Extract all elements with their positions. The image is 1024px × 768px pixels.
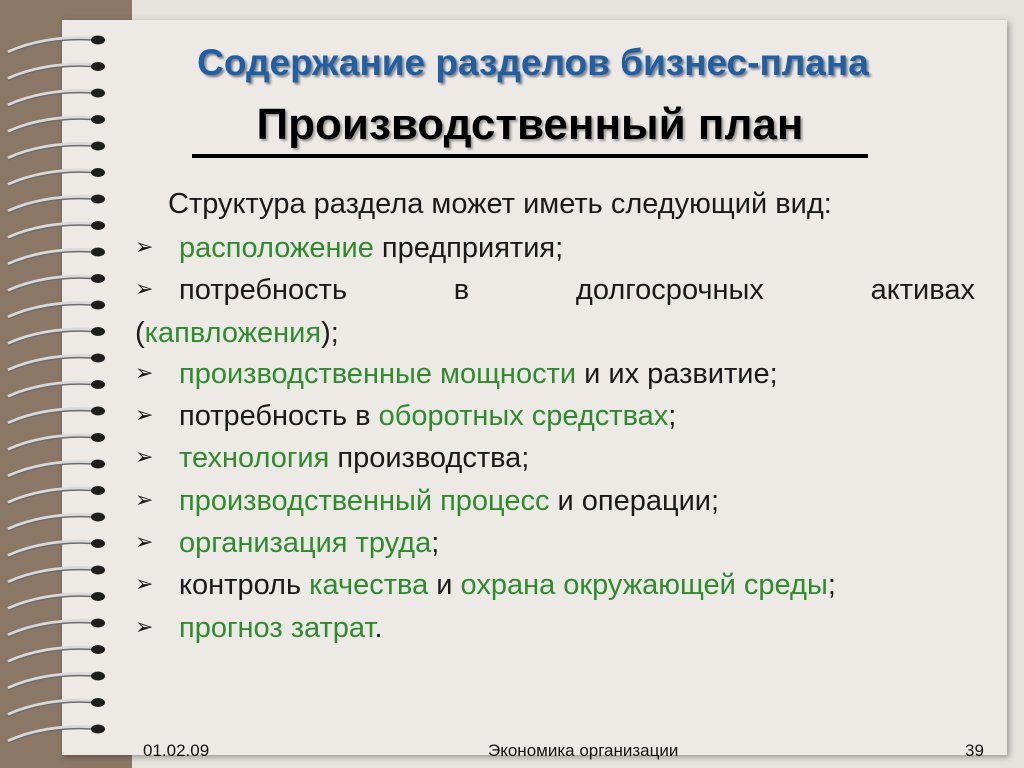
binding-hole bbox=[91, 672, 105, 681]
binding-hole bbox=[91, 407, 105, 416]
list-item: ➢ контроль качества и охрана окружающей среды; bbox=[135, 565, 975, 607]
binding-hole bbox=[91, 36, 105, 45]
arrow-bullet-icon: ➢ bbox=[135, 571, 154, 597]
binding-hole bbox=[91, 142, 105, 151]
binding-hole bbox=[91, 645, 105, 654]
list-item: ➢ производственный процесс и операции; bbox=[135, 481, 975, 523]
list-item: ➢ расположение предприятия; bbox=[135, 228, 975, 270]
arrow-bullet-icon: ➢ bbox=[135, 276, 154, 302]
binding-hole bbox=[91, 433, 105, 442]
arrow-bullet-icon: ➢ bbox=[135, 529, 154, 555]
bullet-list bbox=[135, 228, 975, 650]
binding-hole bbox=[91, 725, 105, 734]
justified-line: ➢ потребность в долгосрочных активах bbox=[135, 270, 975, 312]
binding-hole bbox=[91, 698, 105, 707]
binding-hole bbox=[91, 486, 105, 495]
binding-hole bbox=[91, 566, 105, 575]
binding-hole bbox=[91, 195, 105, 204]
binding-hole bbox=[91, 115, 105, 124]
footer-course: Экономика организации bbox=[488, 741, 679, 760]
slide-title: Содержание разделов бизнес-плана bbox=[197, 42, 869, 83]
footer-date: 01.02.09 bbox=[143, 741, 210, 760]
list-item: ➢ потребность в оборотных средствах; bbox=[135, 396, 975, 438]
binding-hole bbox=[91, 592, 105, 601]
page-number: 39 bbox=[965, 741, 984, 760]
binding-hole bbox=[91, 354, 105, 363]
arrow-bullet-icon: ➢ bbox=[135, 402, 154, 428]
arrow-bullet-icon: ➢ bbox=[135, 444, 154, 470]
binding-hole bbox=[91, 327, 105, 336]
binding-hole bbox=[91, 460, 105, 469]
binding-hole bbox=[91, 62, 105, 71]
spiral-rings bbox=[0, 0, 132, 768]
list-item: ➢ организация труда; bbox=[135, 523, 975, 565]
binding-hole bbox=[91, 380, 105, 389]
binding-hole bbox=[91, 301, 105, 310]
arrow-bullet-icon: ➢ bbox=[135, 613, 154, 639]
slide-subtitle: Производственный план bbox=[192, 98, 868, 158]
binding-hole bbox=[91, 619, 105, 628]
list-item: ➢ технология производства; bbox=[135, 438, 975, 480]
binding-hole bbox=[91, 539, 105, 548]
binding-hole bbox=[91, 221, 105, 230]
arrow-bullet-icon: ➢ bbox=[135, 486, 154, 512]
arrow-bullet-icon: ➢ bbox=[135, 234, 154, 259]
binding-hole bbox=[91, 168, 105, 177]
binding-hole bbox=[91, 274, 105, 283]
binding-hole bbox=[91, 89, 105, 98]
arrow-bullet-icon: ➢ bbox=[135, 359, 154, 385]
intro-text: Структура раздела может иметь следующий вид: bbox=[168, 188, 832, 220]
binding-hole bbox=[91, 248, 105, 257]
list-item: ➢ потребность в долгосрочных активах (капвложения); bbox=[135, 270, 975, 354]
list-item: ➢ прогноз затрат. bbox=[135, 608, 975, 650]
binding-hole bbox=[91, 513, 105, 522]
list-item: ➢ производственные мощности и их развитие; bbox=[135, 354, 975, 396]
